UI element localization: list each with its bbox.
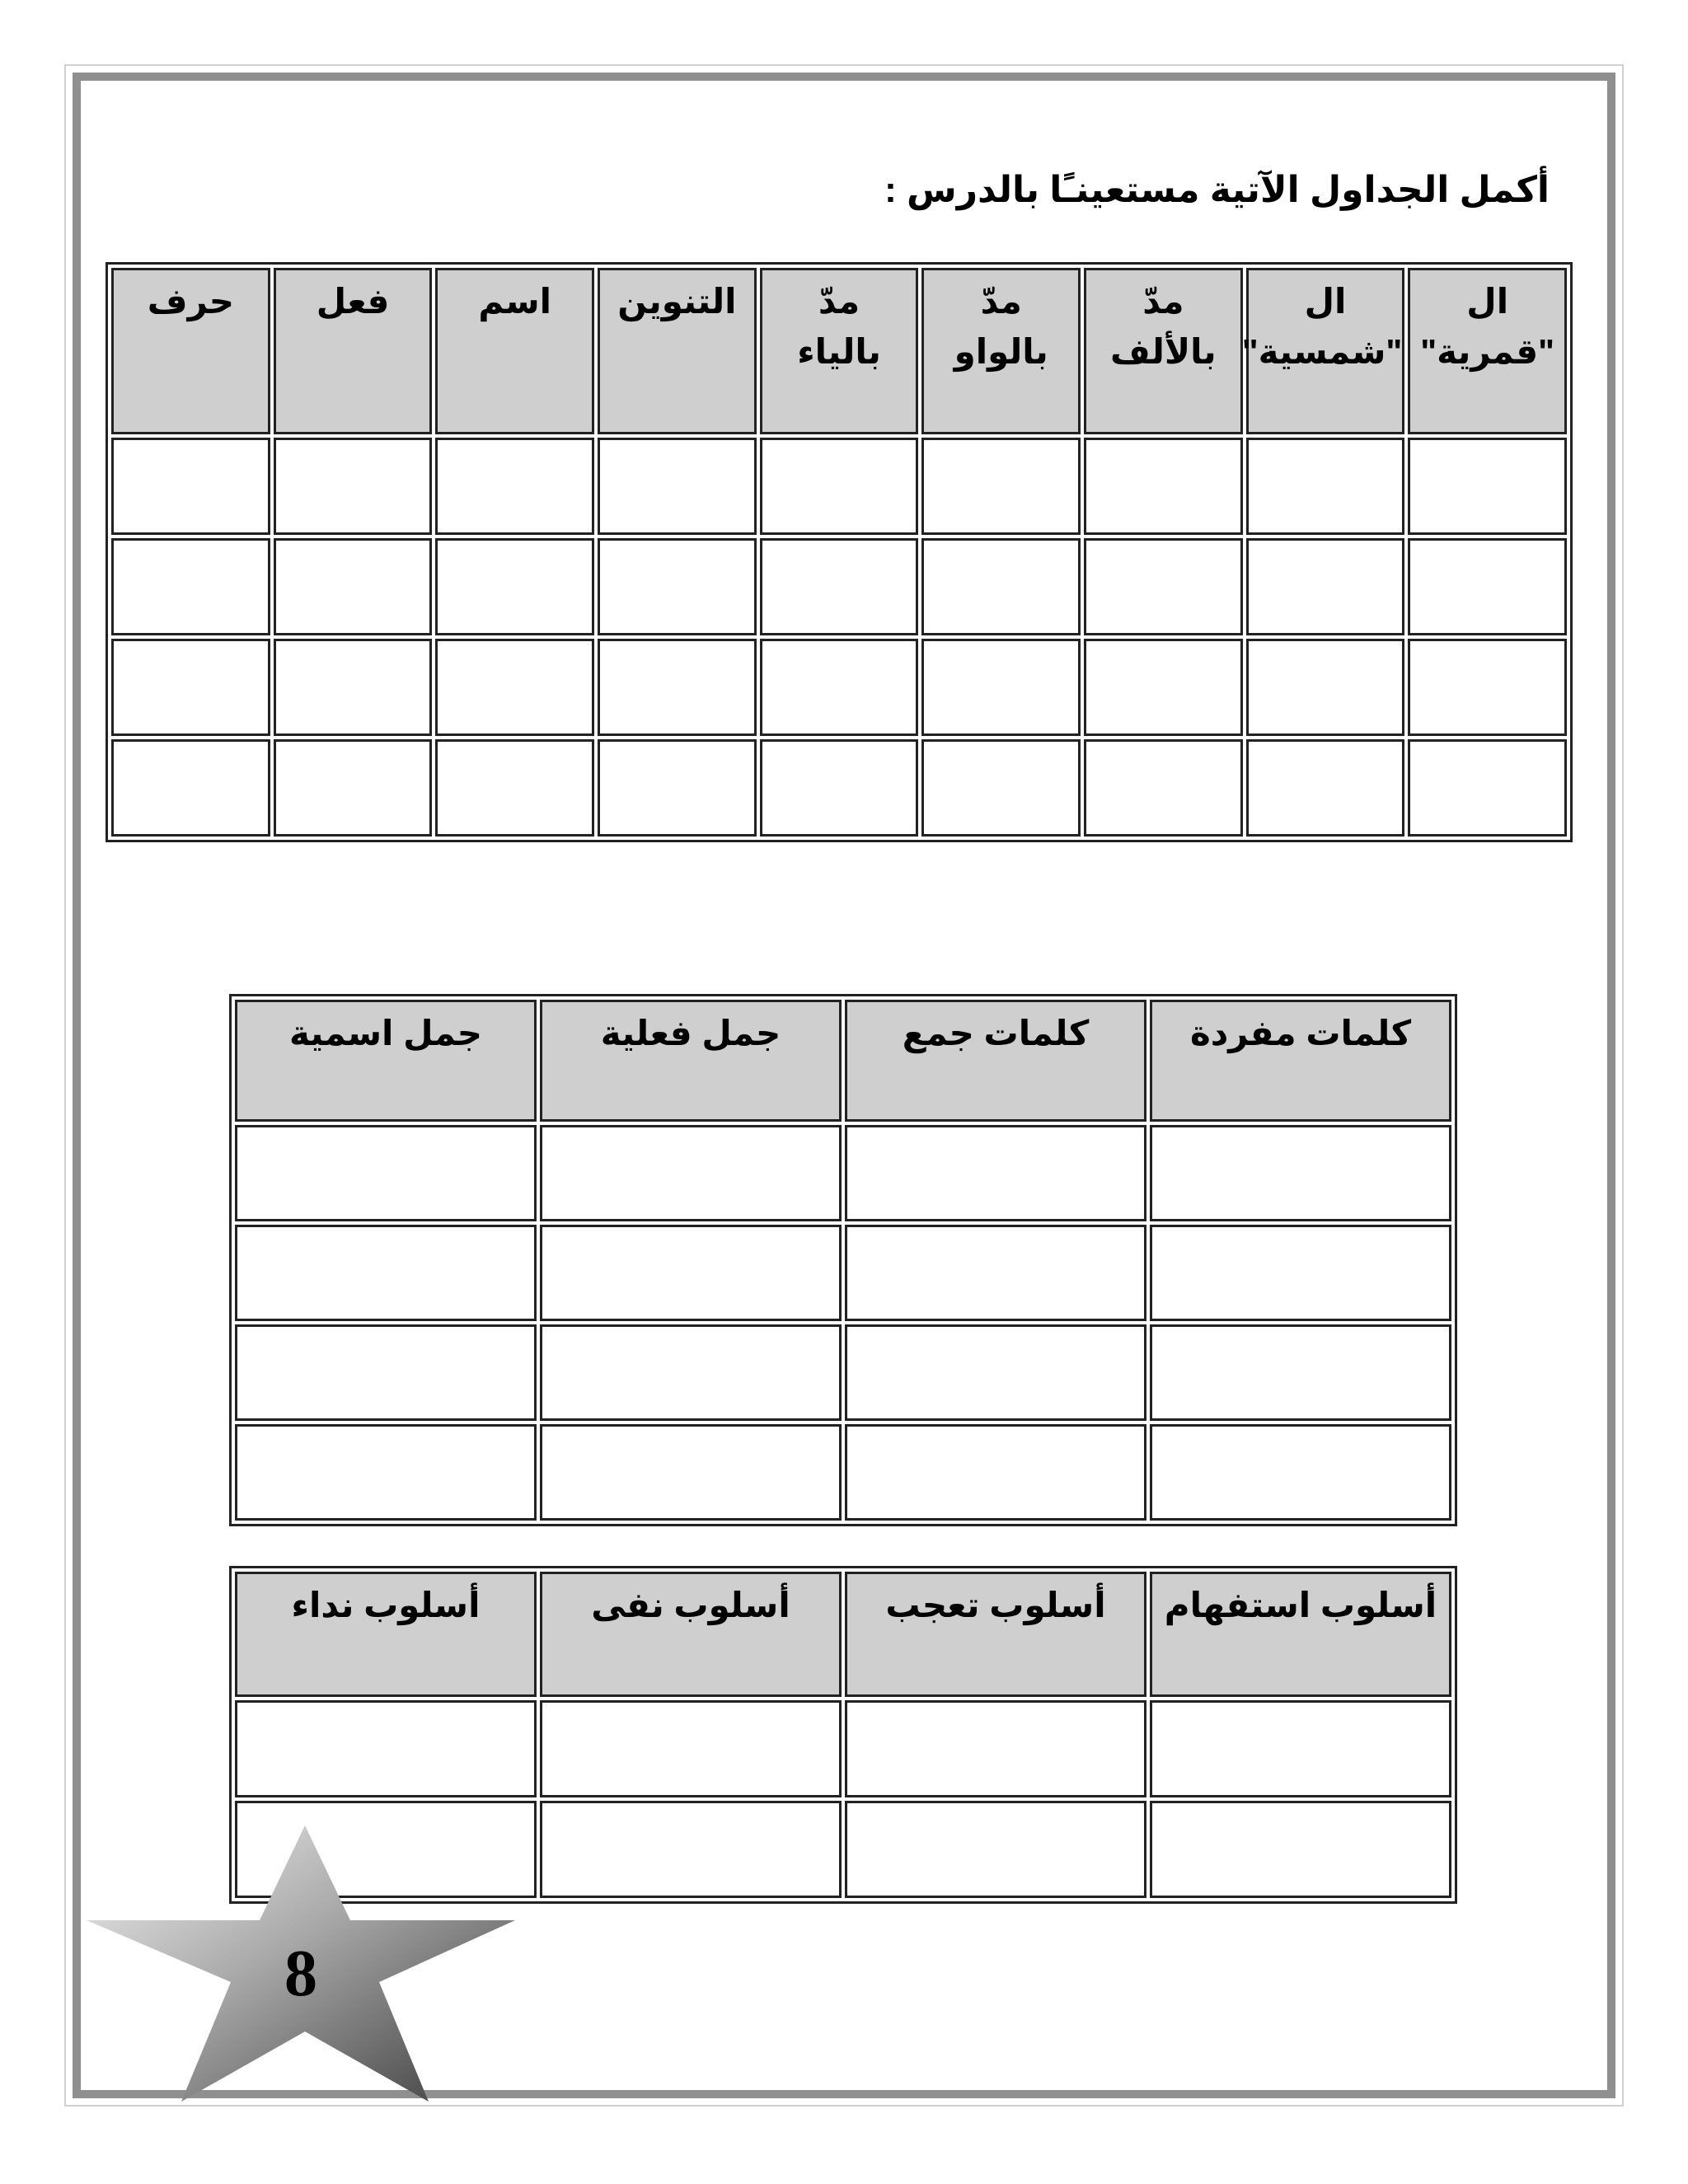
answer-cell[interactable] [540,1324,842,1421]
answer-cell[interactable] [435,538,594,635]
header-harf: حرف [111,268,270,434]
header-nominal-sentences: جمل اسمية [235,1000,537,1122]
answer-cell[interactable] [1408,438,1567,535]
table1-body [111,438,1567,837]
answer-cell[interactable] [760,739,919,837]
answer-cell[interactable] [760,639,919,736]
header-verbal-sentences: جمل فعلية [540,1000,842,1122]
answer-cell[interactable] [111,739,270,837]
header-madd-waw: مدّ بالواو [921,268,1081,434]
header-singular-words: كلمات مفردة [1150,1000,1451,1122]
answer-cell[interactable] [1150,1424,1451,1521]
header-madd-ya: مدّ بالياء [760,268,919,434]
header-exclamation-style: أسلوب تعجب [845,1572,1146,1697]
header-qamariya: ال "قمرية" [1408,268,1567,434]
answer-cell[interactable] [1246,438,1405,535]
answer-cell[interactable] [1150,1125,1451,1221]
answer-cell[interactable] [435,739,594,837]
header-ism: اسم [435,268,594,434]
instruction-text: أكمل الجداول الآتية مستعينـًا بالدرس : [884,170,1550,210]
answer-cell[interactable] [1150,1324,1451,1421]
answer-cell[interactable] [921,538,1081,635]
answer-cell[interactable] [435,639,594,736]
answer-cell[interactable] [845,1324,1146,1421]
answer-cell[interactable] [845,1424,1146,1521]
header-fiil: فعل [274,268,433,434]
answer-cell[interactable] [540,1700,842,1797]
table-letters-words [106,262,1573,842]
answer-cell[interactable] [111,639,270,736]
header-plural-words: كلمات جمع [845,1000,1146,1122]
table-row [111,739,1567,837]
answer-cell[interactable] [1084,739,1243,837]
answer-cell[interactable] [111,438,270,535]
table-row [235,1424,1451,1521]
answer-cell[interactable] [274,438,433,535]
answer-cell[interactable] [235,1125,537,1221]
answer-cell[interactable] [1084,438,1243,535]
answer-cell[interactable] [845,1801,1146,1898]
table-header-row [235,1572,1451,1697]
table-row [235,1700,1451,1797]
table-row [235,1324,1451,1421]
answer-cell[interactable] [111,538,270,635]
answer-cell[interactable] [760,438,919,535]
answer-cell[interactable] [540,1225,842,1321]
answer-cell[interactable] [1150,1700,1451,1797]
answer-cell[interactable] [235,1225,537,1321]
table-row [235,1125,1451,1221]
answer-cell[interactable] [1150,1225,1451,1321]
answer-cell[interactable] [598,538,757,635]
answer-cell[interactable] [598,438,757,535]
answer-cell[interactable] [921,739,1081,837]
answer-cell[interactable] [1408,639,1567,736]
table-row [111,639,1567,736]
page-number: 8 [284,1938,317,2010]
answer-cell[interactable] [598,739,757,837]
table-row [235,1225,1451,1321]
answer-cell[interactable] [540,1125,842,1221]
table2-body [235,1125,1451,1521]
answer-cell[interactable] [540,1424,842,1521]
table-header-row [111,268,1567,434]
header-shamsiya: ال "شمسية" [1246,268,1405,434]
answer-cell[interactable] [598,639,757,736]
answer-cell[interactable] [1246,538,1405,635]
answer-cell[interactable] [274,739,433,837]
header-negation-style: أسلوب نفى [540,1572,842,1697]
answer-cell[interactable] [235,1324,537,1421]
answer-cell[interactable] [921,639,1081,736]
answer-cell[interactable] [1408,739,1567,837]
answer-cell[interactable] [1150,1801,1451,1898]
answer-cell[interactable] [1246,739,1405,837]
header-question-style: أسلوب استفهام [1150,1572,1451,1697]
table-row [111,438,1567,535]
answer-cell[interactable] [845,1225,1146,1321]
answer-cell[interactable] [274,639,433,736]
answer-cell[interactable] [760,538,919,635]
answer-cell[interactable] [845,1700,1146,1797]
answer-cell[interactable] [235,1700,537,1797]
answer-cell[interactable] [1246,639,1405,736]
answer-cell[interactable] [1084,538,1243,635]
header-vocative-style: أسلوب نداء [235,1572,537,1697]
answer-cell[interactable] [435,438,594,535]
table-words-sentences [229,994,1457,1526]
header-tanween: التنوين [598,268,757,434]
answer-cell[interactable] [540,1801,842,1898]
answer-cell[interactable] [274,538,433,635]
table-header-row [235,1000,1451,1122]
header-madd-alif: مدّ بالألف [1084,268,1243,434]
answer-cell[interactable] [845,1125,1146,1221]
table-row [111,538,1567,635]
answer-cell[interactable] [235,1424,537,1521]
answer-cell[interactable] [921,438,1081,535]
answer-cell[interactable] [1084,639,1243,736]
answer-cell[interactable] [1408,538,1567,635]
